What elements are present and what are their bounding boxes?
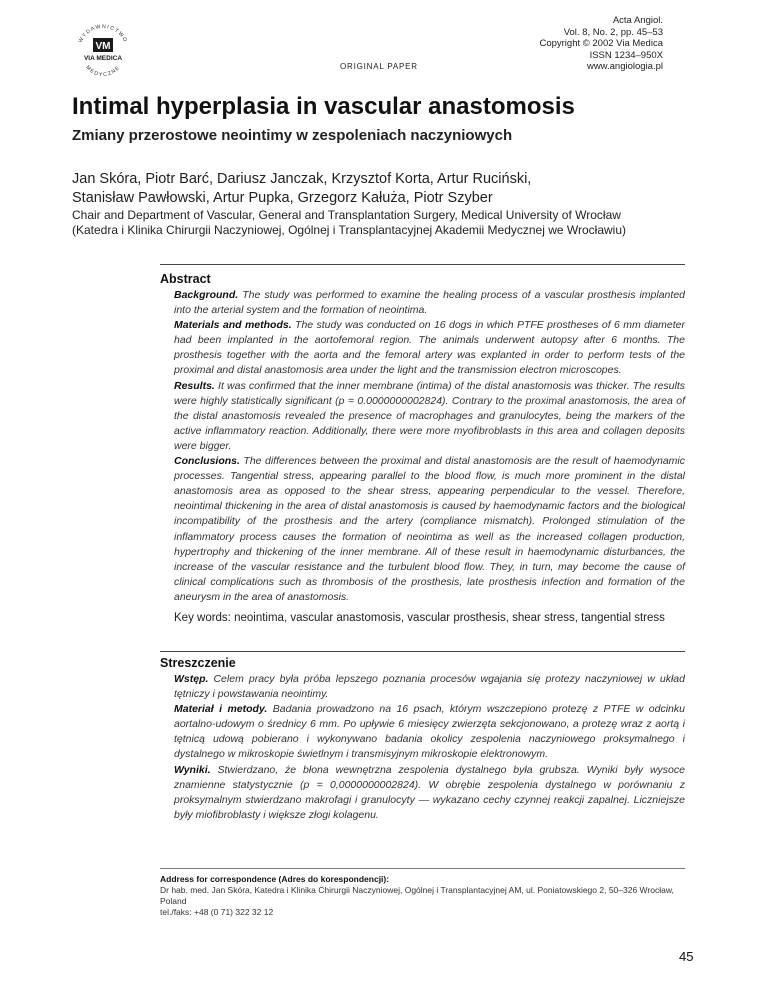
streszczenie xyxy=(160,656,685,823)
abstract-heading: Abstract xyxy=(160,272,211,286)
abstract-conclusions-text: The differences between the proximal and distal anastomosis are the result of haemodynamic processes. Tangential stress, appearing parallel to the blood flow, is much more prominent in the distal anastomosis area as opposed to the shear stress, appearing perpendicular to the vessel. Therefore, neointimal thickening in the area of distal anastomosis is caused by haemodynamic factors and the biological incompatibility of the prosthesis and the artery (compliance mismatch). Prolonged stimulation of the inflammatory process causes the formation of neointima as well as the increased collagen production, hypertrophy and thickening of the inner membrane. All of these result in haemodynamic disturbances, the increase of the vascular resistance and the turbulent blood flow. They, in turn, may become the cause of clinical complications such as thrombosis of the prosthesis, late prosthesis infection and formation of the aneurysm in the area of anastomosis. xyxy=(174,455,685,603)
correspondence-address: Dr hab. med. Jan Skóra, Katedra i Klinika Chirurgii Naczyniowej, Ogólnej i Transplantacyjnej AM, ul. Poniatowskiego 2, 50–326 Wrocław, Poland xyxy=(160,885,674,906)
author-line: Jan Skóra, Piotr Barć, Dariusz Janczak, Krzysztof Korta, Artur Ruciński, xyxy=(72,171,532,187)
abstract-text xyxy=(174,288,685,605)
correspondence-phone: tel./faks: +48 (0 71) 322 32 12 xyxy=(160,907,274,917)
divider xyxy=(160,651,685,652)
correspondence-heading: Address for correspondence (Adres do korespondencji): xyxy=(160,874,390,884)
abstract-conclusions-label: Conclusions. xyxy=(174,455,240,468)
abstract xyxy=(160,272,685,624)
journal-website: www.angiologia.pl xyxy=(586,61,663,72)
abstract-results-text: It was confirmed that the inner membrane (intima) of the distal anastomosis was thicker. The results were highly statistically significant (p = 0.0000000002824). Contrary to the proximal anastomosis, the area of the distal anastomosis revealed the presence of macrophages and granulocytes, being the markers of the active inflammatory reaction. Additionally, there were more myofibroblasts in this area and collagen deposits were bigger. xyxy=(174,379,685,452)
keywords: Key words: neointima, vascular anastomosis, vascular prosthesis, shear stress, tangential stress xyxy=(174,611,665,624)
publisher-logo xyxy=(72,20,134,82)
svg-text:MEDYCZNE xyxy=(84,65,121,78)
affiliation-line: (Katedra i Klinika Chirurgii Naczyniowej, Ogólnej i Transplantacyjnej Akademii Medycznej we Wrocławiu) xyxy=(72,223,627,237)
streszczenie-metody-label: Materiał i metody. xyxy=(174,703,268,716)
affiliation-line: Chair and Department of Vascular, General and Transplantation Surgery, Medical University of Wrocław xyxy=(72,208,621,222)
streszczenie-text xyxy=(174,672,685,823)
abstract-results-label: Results. xyxy=(174,379,215,392)
journal-info xyxy=(539,15,663,73)
author-line: Stanisław Pawłowski, Artur Pupka, Grzegorz Kałuża, Piotr Szyber xyxy=(72,190,493,206)
streszczenie-wyniki-label: Wyniki. xyxy=(174,763,211,776)
journal-volume: Vol. 8, No. 2, pp. 45–53 xyxy=(563,26,663,38)
logo-arc-top: WYDAWNICTWO xyxy=(77,23,129,44)
abstract-methods-label: Materials and methods. xyxy=(174,319,292,332)
streszczenie-wstep-text: Celem pracy była próba lepszego poznania procesów wgajania się protezy naczyniowej w układ tętniczy i powstawania neointimy. xyxy=(174,673,685,701)
paper-type-label: ORIGINAL PAPER xyxy=(340,62,418,71)
logo-monogram: VM xyxy=(95,41,111,52)
abstract-methods-text: The study was conducted on 16 dogs in which PTFE prostheses of 6 mm diameter had been implanted in the aortofemoral region. The animals underwent autopsy after 6 months. The prosthesis together with the aorta and the femoral artery was explanted in order to perform tests of the proximal and distal anastomosis area under the light and the transmission electron microscopes. xyxy=(174,319,686,377)
affiliation xyxy=(72,208,712,238)
streszczenie-wstep-label: Wstęp. xyxy=(174,673,209,685)
author-list xyxy=(72,170,692,208)
logo-arc-bottom: MEDYCZNE xyxy=(84,64,122,79)
article-subtitle: Zmiany przerostowe neointimy w zespoleniach naczyniowych xyxy=(72,127,513,144)
streszczenie-wyniki-text: Stwierdzano, że błona wewnętrzna zespolenia dystalnego była grubsza. Wyniki były wysoce znamienne statystycznie (p = 0,0000000002824). W obrębie zespolenia dystalnego w porównaniu z proksymalnym stwierdzano makrofagi i granulocyty — wykazano cechy czynnej reakcji zapalnej. Liczniejsze były miofibroblasty i większe złogi kolagenu. xyxy=(174,763,685,821)
journal-issn: ISSN 1234–950X xyxy=(589,49,663,61)
article-title: Intimal hyperplasia in vascular anastomosis xyxy=(72,93,575,120)
logo-label: VIA MEDICA xyxy=(83,55,123,62)
abstract-background-text: The study was performed to examine the healing process of a vascular prosthesis implanted into the arterial system and the formation of neointima. xyxy=(174,289,685,317)
page-number: 45 xyxy=(679,949,694,964)
streszczenie-heading: Streszczenie xyxy=(160,656,236,670)
streszczenie-metody-text: Badania prowadzono na 16 psach, którym wszczepiono protezę z PTFE w odcinku aortalno-udowym o średnicy 6 mm. Po upływie 6 miesięcy zwierzęta sekcjonowano, a protezę wraz z aortą i tętnicą udową pobierano i wykonywano badania okolicy zespolenia naczyniowego proksymalnego i dystalnego w mikroskopie świetlnym i transmisyjnym mikroskopie elektronowym. xyxy=(174,703,685,761)
abstract-background-label: Background. xyxy=(174,289,239,301)
divider xyxy=(160,264,685,265)
journal-name: Acta Angiol. xyxy=(612,15,663,26)
correspondence xyxy=(160,874,700,918)
divider xyxy=(160,868,685,869)
journal-copyright: Copyright © 2002 Via Medica xyxy=(539,38,663,49)
